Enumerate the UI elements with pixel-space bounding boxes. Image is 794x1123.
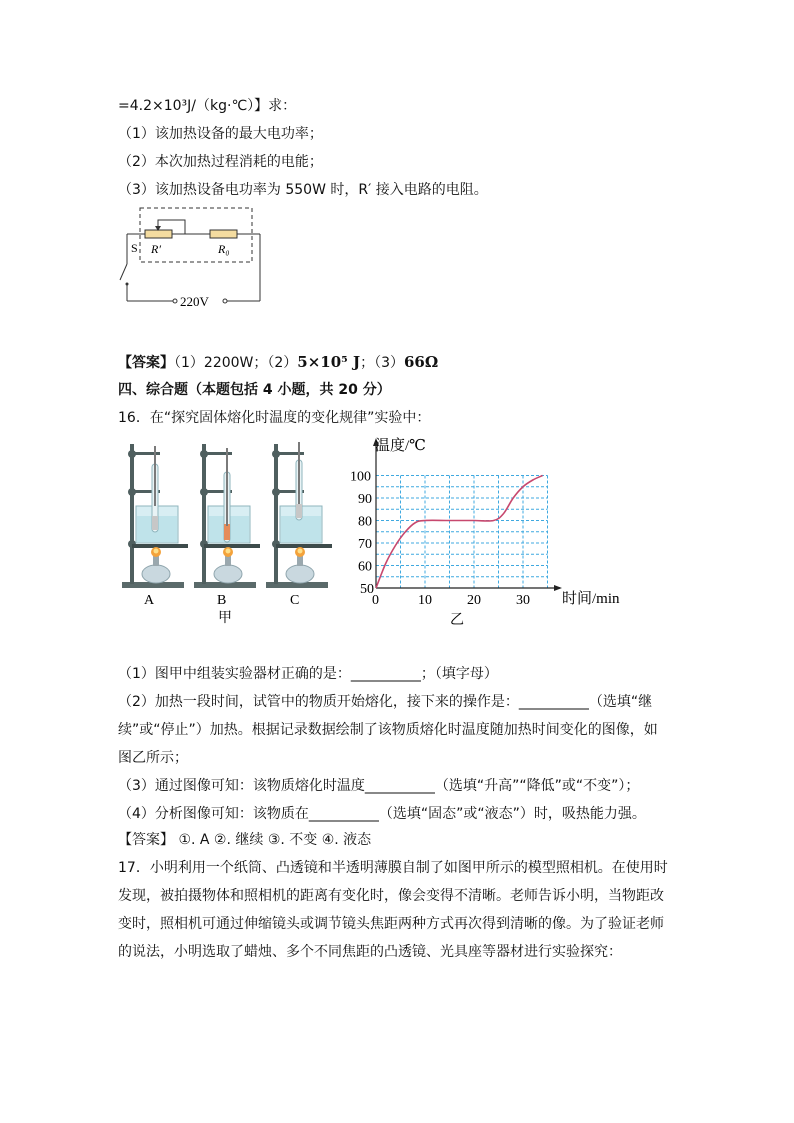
q15-item-3: （3）该加热设备电功率为 550W 时，R′ 接入电路的电阻。 [118, 182, 488, 198]
q17-line-2: 发现，被拍摄物体和照相机的距离有变化时，像会变得不清晰。老师告诉小明，当物距改 [118, 888, 664, 904]
y-tick-label: 50 [360, 582, 374, 597]
label-r-prime: R′ [151, 242, 161, 256]
x-tick-label: 20 [467, 593, 481, 608]
answer-label: 【答案】 [118, 355, 174, 371]
answer-part-3: ；（3） [360, 355, 404, 371]
q17-line-4: 的说法，小明选取了蜡烛、多个不同焦距的凸透镜、光具座等器材进行实验探究： [118, 944, 622, 960]
y-axis-label: 温度/℃ [375, 438, 426, 454]
melting-chart [340, 434, 640, 630]
caption-yi: 乙 [450, 613, 464, 628]
caption-jia: 甲 [218, 611, 232, 626]
x-tick-label: 10 [418, 593, 432, 608]
apparatus-c [266, 442, 332, 588]
y-tick-label: 60 [358, 559, 372, 575]
q15-item-2: （2）本次加热过程消耗的电能； [118, 154, 323, 170]
q17-line-1: 17．小明利用一个纸筒、凸透镜和半透明薄膜自制了如图甲所示的模型照相机。在使用时 [118, 860, 668, 876]
apparatus-figure [118, 436, 340, 628]
y-tick-label: 70 [358, 537, 372, 552]
label-voltage: 220V [180, 294, 209, 309]
apparatus-b [194, 444, 260, 588]
q15-answer [118, 352, 438, 373]
label-a: A [144, 593, 155, 608]
q16-answer: 【答案】 ①. A ②. 继续 ③. 不变 ④. 液态 [118, 832, 372, 848]
q16-line-5: （3）通过图像可知：该物质熔化时温度__________（选填“升高”“降低”或“不变”）； [118, 778, 640, 794]
answer-part-2: 5×10⁵ J [297, 353, 361, 371]
q15-item-1: （1）该加热设备的最大电功率； [118, 126, 323, 142]
label-r0: R₀ [218, 242, 230, 256]
section-title: 四、综合题（本题包括 4 小题，共 20 分） [118, 382, 391, 398]
terminal-left [173, 299, 177, 303]
x-axis-arrow [554, 585, 562, 591]
q16-line-6: （4）分析图像可知：该物质在__________（选填“固态”或“液态”）时，吸热能力强。 [118, 806, 646, 822]
apparatus-a [122, 444, 188, 588]
y-tick-label: 100 [350, 469, 371, 485]
resistor-r0 [210, 230, 237, 238]
x-axis-label: 时间/min [562, 591, 620, 607]
rheostat-r-prime [145, 230, 172, 238]
switch-s [120, 264, 127, 280]
label-s: S [131, 241, 138, 255]
y-tick-label: 90 [358, 492, 372, 507]
q16-line-1: （1）图甲中组装实验器材正确的是：__________；（填字母） [118, 666, 498, 682]
q16-line-3: 续”或“停止”）加热。根据记录数据绘制了该物质熔化时温度随加热时间变化的图像，如 [118, 722, 658, 738]
y-tick-label: 80 [358, 514, 372, 530]
label-c: C [290, 593, 300, 608]
q16-line-4: 图乙所示； [118, 750, 188, 766]
label-b: B [217, 593, 227, 608]
terminal-right [223, 299, 227, 303]
x-tick-label: 0 [372, 593, 379, 608]
q15-intro: =4.2×10³J/（kg·℃）】求： [118, 98, 297, 114]
q17-line-3: 变时，照相机可通过伸缩镜头或调节镜头焦距两种方式再次得到清晰的像。为了验证老师 [118, 916, 664, 932]
circuit-diagram [118, 200, 268, 312]
q16-line-2: （2）加热一段时间，试管中的物质开始熔化，接下来的操作是：__________（选填“继 [118, 694, 653, 710]
answer-part-1: （1）2200W；（2） [174, 355, 298, 371]
x-tick-label: 30 [516, 593, 530, 608]
q16-stem: 16．在“探究固体熔化时温度的变化规律”实验中： [118, 410, 431, 426]
answer-part-4: 66Ω [404, 353, 439, 371]
